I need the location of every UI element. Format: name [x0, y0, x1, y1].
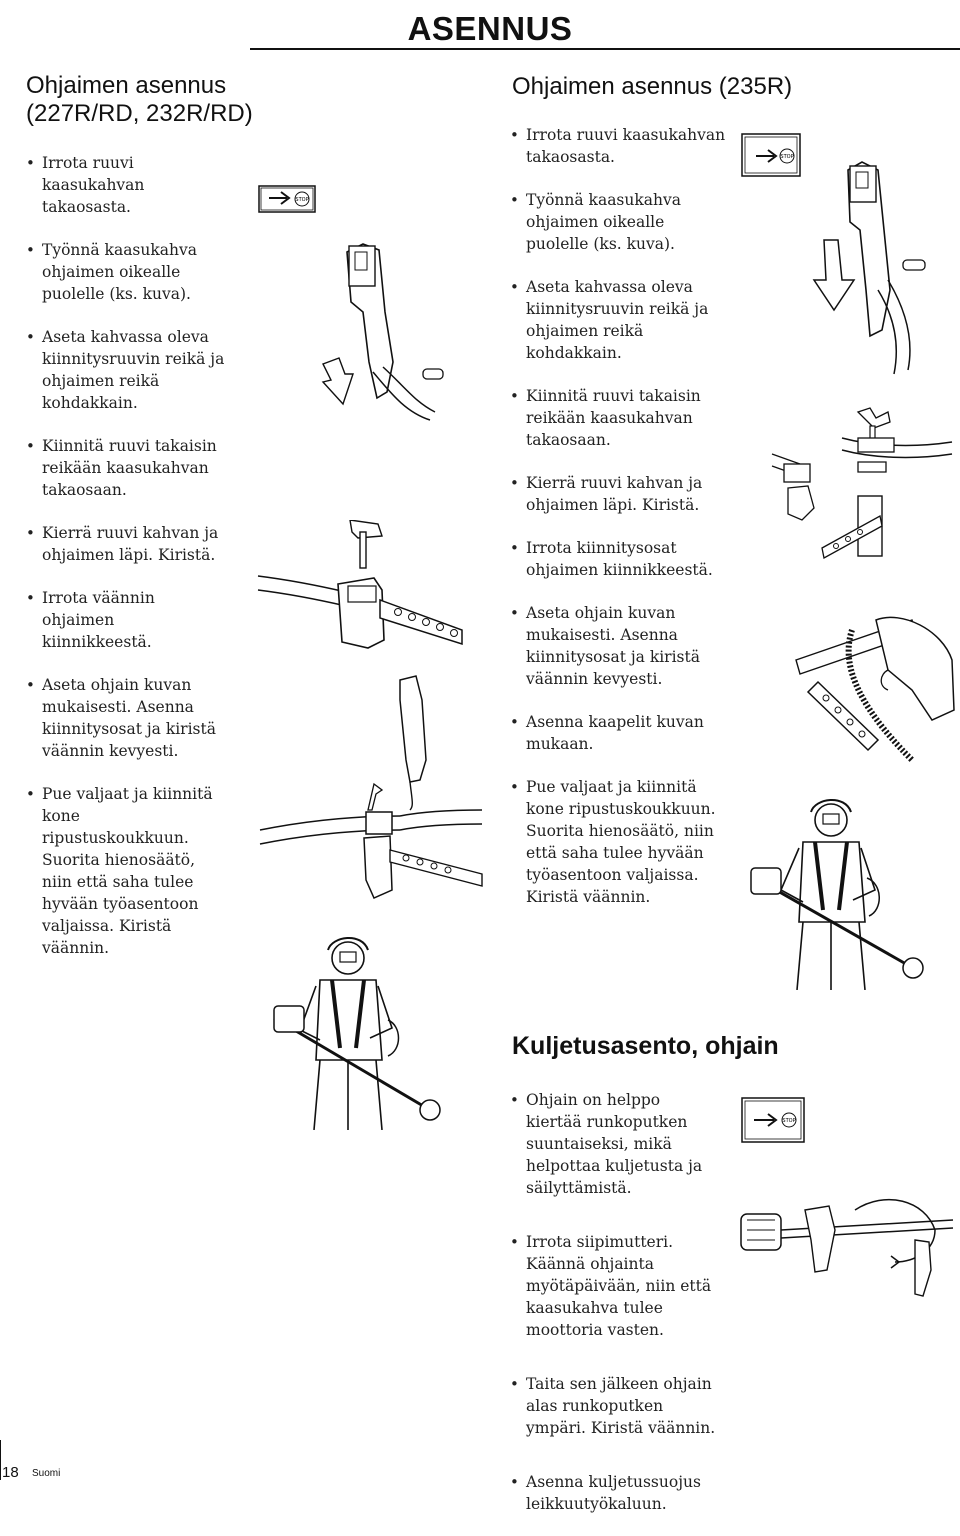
cable-routing-illustration [792, 600, 957, 770]
operator-harness-illustration [270, 930, 485, 1130]
page-number: 18 [2, 1464, 19, 1481]
list-item: • Taita sen jälkeen ohjain alas runkoputken ympäri. Kiristä väännin. [510, 1373, 720, 1439]
stop-icon: STOP [780, 154, 794, 160]
header-rule [250, 48, 960, 50]
right-heading: Ohjaimen asennus (235R) [512, 73, 793, 100]
list-item: • Pue valjaat ja kiinnitä kone ripustuskoukkuun. Suorita hienosäätö, niin että saha tulee hyvään työasentoon valjaissa. Kiristä väännin. [510, 776, 730, 908]
list-item: • Irrota siipimutteri. Käännä ohjainta myötäpäivään, niin että kaasukahva tulee moottoria vasten. [510, 1231, 720, 1341]
list-item: • Kierrä ruuvi kahvan ja ohjaimen läpi. Kiristä. [510, 472, 730, 516]
list-item: • Työnnä kaasukahva ohjaimen oikealle puolelle (ks. kuva). [510, 189, 730, 255]
left-heading [26, 72, 253, 128]
left-heading-line-1: Ohjaimen asennus [26, 72, 227, 99]
list-item: • Irrota kiinnitysosat ohjaimen kiinnikkeestä. [510, 537, 730, 581]
left-instructions [26, 152, 226, 980]
list-item: • Kierrä ruuvi kahvan ja ohjaimen läpi. Kiristä. [26, 522, 226, 566]
list-item: • Pue valjaat ja kiinnitä kone ripustuskoukkuun. Suorita hienosäätö, niin että saha tulee hyvään työasentoon valjaissa. Kiristä väännin. [26, 783, 226, 959]
list-item: • Asenna kaapelit kuvan mukaan. [510, 711, 730, 755]
list-item: • Kiinnitä ruuvi takaisin reikään kaasukahvan takaosaan. [510, 385, 730, 451]
transport-rotation-illustration [735, 1180, 957, 1300]
section-title: ASENNUS [407, 10, 573, 47]
list-item: • Irrota ruuvi kaasukahvan takaosasta. [26, 152, 226, 218]
right-instructions [510, 124, 730, 929]
list-item: • Kiinnitä ruuvi takaisin reikään kaasukahvan takaosaan. [26, 435, 226, 501]
page-header [0, 0, 960, 52]
page-edge-rule [0, 1440, 1, 1480]
list-item: • Asenna kuljetussuojus leikkuutyökaluun. [510, 1471, 720, 1515]
handlebar-bracket-illustration [250, 520, 485, 900]
list-item: • Aseta kahvassa oleva kiinnitysruuvin reikä ja ohjaimen reikä kohdakkain. [26, 326, 226, 414]
bracket-clamp-illustration [762, 398, 957, 578]
page-language: Suomi [32, 1468, 61, 1479]
list-item: • Aseta ohjain kuvan mukaisesti. Asenna kiinnitysosat ja kiristä väännin kevyesti. [510, 602, 730, 690]
list-item: • Irrota ruuvi kaasukahvan takaosasta. [510, 124, 730, 168]
list-item: • Aseta kahvassa oleva kiinnitysruuvin reikä ja ohjaimen reikä kohdakkain. [510, 276, 730, 364]
list-item: • Ohjain on helppo kiertää runkoputken suuntaiseksi, mikä helpottaa kuljetusta ja säilyttämistä. [510, 1089, 720, 1199]
transport-instructions [510, 1089, 720, 1536]
transport-heading: Kuljetusasento, ohjain [512, 1032, 779, 1060]
throttle-handle-235r-illustration [738, 130, 953, 380]
operator-235r-illustration [745, 790, 955, 990]
stop-icon: STOP [782, 1118, 796, 1124]
throttle-handle-illustration [255, 162, 485, 422]
transport-stop-icon [740, 1096, 810, 1148]
list-item: • Aseta ohjain kuvan mukaisesti. Asenna kiinnitysosat ja kiristä väännin kevyesti. [26, 674, 226, 762]
list-item: • Irrota väännin ohjaimen kiinnikkeestä. [26, 587, 226, 653]
stop-icon: STOP [295, 197, 309, 203]
list-item: • Työnnä kaasukahva ohjaimen oikealle puolelle (ks. kuva). [26, 239, 226, 305]
left-heading-line-2: (227R/RD, 232R/RD) [26, 100, 253, 127]
